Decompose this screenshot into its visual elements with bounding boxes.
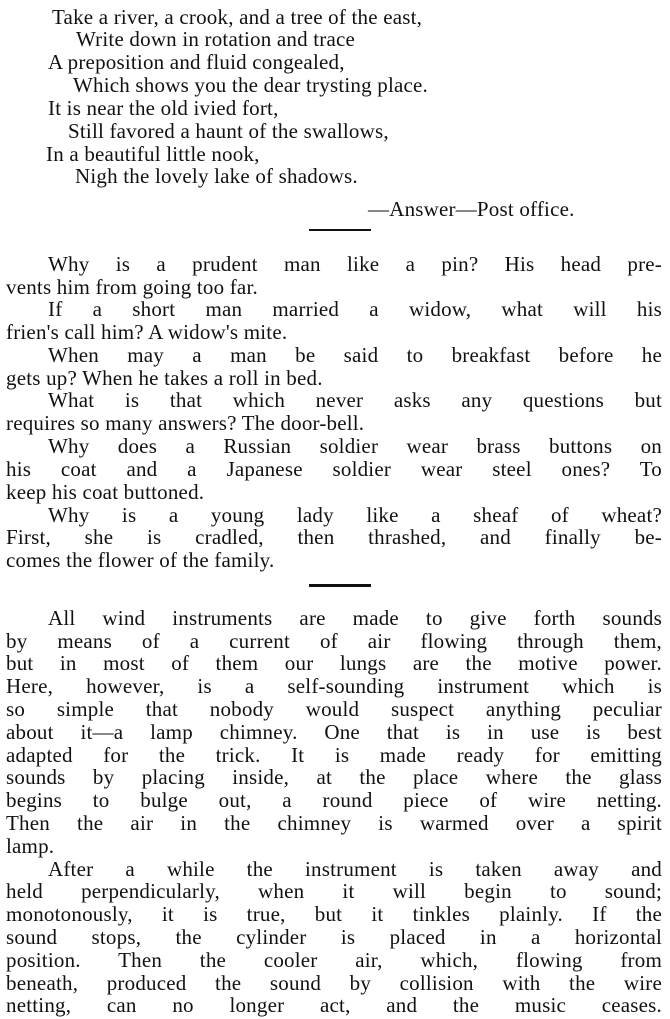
riddle-line: Why is a young lady like a sheaf of wheat? [48, 503, 662, 527]
riddle-line: comes the flower of the family. [6, 548, 275, 572]
riddle-line: When may a man be said to breakfast before he [48, 343, 662, 367]
article-line: so simple that nobody would suspect anything peculiar [6, 697, 662, 721]
poem-line: It is near the old ivied fort, [48, 96, 279, 120]
poem-answer: —Answer—Post office. [368, 197, 575, 221]
article-line: by means of a current of air flowing through them, [6, 629, 662, 653]
article-line: netting, can no longer act, and the music ceases. [6, 993, 662, 1017]
article-line: but in most of them our lungs are the motive power. [6, 651, 662, 675]
riddle-line: Why is a prudent man like a pin? His head pre- [48, 252, 662, 276]
article-line: lamp. [6, 834, 55, 858]
poem-line: Still favored a haunt of the swallows, [68, 119, 389, 143]
section-divider [309, 229, 371, 231]
riddle-line: keep his coat buttoned. [6, 480, 205, 504]
poem-line: In a beautiful little nook, [46, 142, 260, 166]
article-line: position. Then the cooler air, which, flowing from [6, 948, 662, 972]
poem-line: Take a river, a crook, and a tree of the east, [52, 5, 423, 29]
poem-line: Nigh the lovely lake of shadows. [75, 164, 358, 188]
riddle-line: If a short man married a widow, what will his [48, 297, 662, 321]
article-line: All wind instruments are made to give forth sounds [48, 606, 662, 630]
section-divider [309, 584, 371, 587]
poem-line: A preposition and fluid congealed, [48, 50, 345, 74]
article-line: Here, however, is a self-sounding instrument which is [6, 674, 662, 698]
article-line: Then the air in the chimney is warmed over a spirit [6, 811, 662, 835]
article-line: adapted for the trick. It is made ready for emitting [6, 743, 662, 767]
article-line: about it—a lamp chimney. One that is in use is best [6, 720, 662, 744]
riddle-line: gets up? When he takes a roll in bed. [6, 366, 323, 390]
article-line: held perpendicularly, when it will begin to sound; [6, 879, 662, 903]
riddle-line: his coat and a Japanese soldier wear steel ones? To [6, 457, 662, 481]
riddle-line: frien's call him? A widow's mite. [6, 320, 288, 344]
poem-line: Which shows you the dear trysting place. [73, 73, 428, 97]
poem-line: Write down in rotation and trace [76, 27, 356, 51]
riddle-line: First, she is cradled, then thrashed, and finally be- [6, 525, 662, 549]
article-line: After a while the instrument is taken away and [48, 857, 662, 881]
riddle-line: Why does a Russian soldier wear brass buttons on [48, 434, 662, 458]
article-line: monotonously, it is true, but it tinkles plainly. If the [6, 902, 662, 926]
article-line: begins to bulge out, a round piece of wire netting. [6, 788, 662, 812]
article-line: sounds by placing inside, at the place where the glass [6, 765, 662, 789]
riddle-line: What is that which never asks any questions but [48, 388, 662, 412]
riddle-line: vents him from going too far. [6, 275, 258, 299]
riddle-line: requires so many answers? The door-bell. [6, 411, 365, 435]
article-line: sound stops, the cylinder is placed in a horizontal [6, 925, 662, 949]
article-line: beneath, produced the sound by collision with the wire [6, 971, 662, 995]
